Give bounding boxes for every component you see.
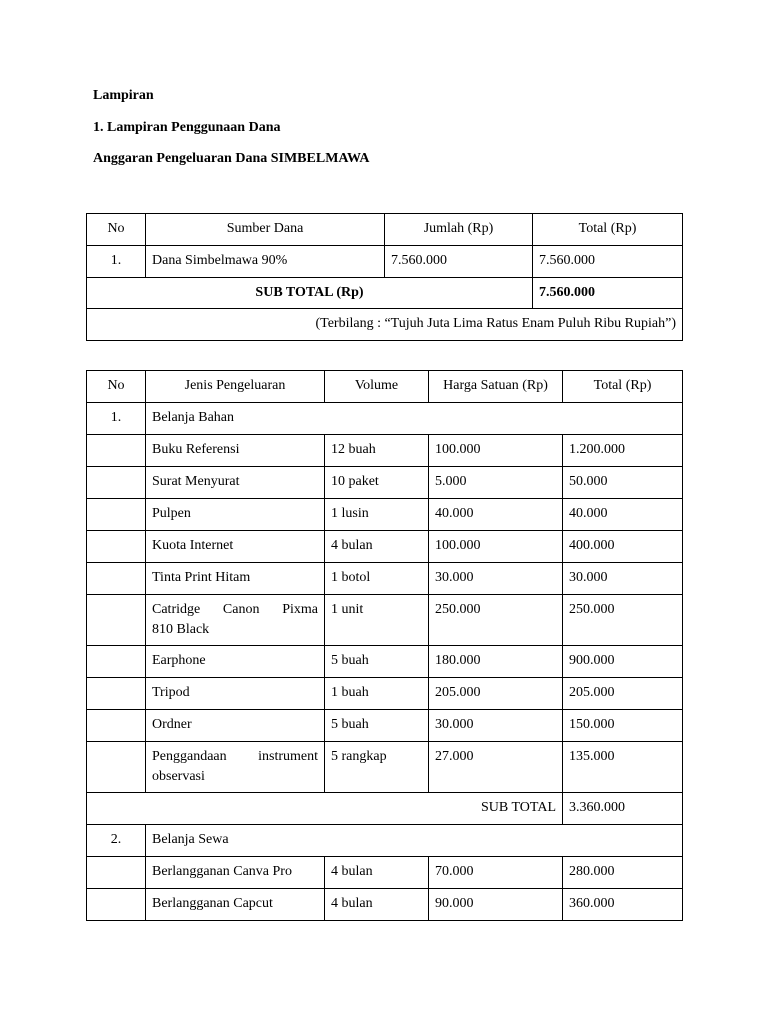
cell-jenis	[146, 710, 325, 742]
cell-jenis	[146, 467, 325, 499]
cell-total: 280.000	[563, 857, 683, 889]
subtotal-row	[87, 793, 683, 825]
item-name-continued: 810 Black	[152, 622, 210, 637]
cell-volume: 5 buah	[325, 646, 429, 678]
header-harga: Harga Satuan (Rp)	[429, 371, 563, 403]
cell-total: 900.000	[563, 646, 683, 678]
table-row	[87, 889, 683, 921]
table-row	[87, 435, 683, 467]
section-heading: 1. Lampiran Penggunaan Dana	[93, 120, 281, 135]
cell-volume: 4 bulan	[325, 531, 429, 563]
item-name: Berlangganan Capcut	[152, 896, 273, 911]
cell-total: 30.000	[563, 563, 683, 595]
header-volume: Volume	[325, 371, 429, 403]
subtotal-value: 3.360.000	[563, 793, 683, 825]
cell-no	[87, 857, 146, 889]
table-row	[87, 710, 683, 742]
item-name: Tripod	[152, 685, 190, 700]
item-name: Berlangganan Canva Pro	[152, 864, 292, 879]
cell-no	[87, 889, 146, 921]
cell-harga: 180.000	[429, 646, 563, 678]
cell-no	[87, 710, 146, 742]
cell-total: 7.560.000	[533, 246, 683, 278]
group-row	[87, 825, 683, 857]
cell-volume: 12 buah	[325, 435, 429, 467]
item-name: Pulpen	[152, 506, 191, 521]
cell-jenis	[146, 499, 325, 531]
item-name: Ordner	[152, 717, 192, 732]
cell-volume: 4 bulan	[325, 889, 429, 921]
header-jumlah: Jumlah (Rp)	[385, 214, 533, 246]
cell-jenis	[146, 678, 325, 710]
table-row	[87, 467, 683, 499]
table-row	[87, 678, 683, 710]
cell-harga: 5.000	[429, 467, 563, 499]
cell-jenis	[146, 889, 325, 921]
cell-total: 360.000	[563, 889, 683, 921]
cell-harga: 90.000	[429, 889, 563, 921]
cell-volume: 1 buah	[325, 678, 429, 710]
cell-no	[87, 499, 146, 531]
pengeluaran-table	[86, 370, 683, 921]
cell-harga: 70.000	[429, 857, 563, 889]
header-no: No	[87, 371, 146, 403]
cell-total: 205.000	[563, 678, 683, 710]
table-row	[87, 646, 683, 678]
header-total: Total (Rp)	[563, 371, 683, 403]
cell-volume: 1 lusin	[325, 499, 429, 531]
cell-total: 40.000	[563, 499, 683, 531]
subtotal-row	[87, 278, 683, 309]
cell-volume: 1 unit	[325, 595, 429, 646]
cell-harga: 40.000	[429, 499, 563, 531]
group-title: Belanja Bahan	[146, 403, 683, 435]
cell-volume: 10 paket	[325, 467, 429, 499]
group-no: 1.	[87, 403, 146, 435]
table-row	[87, 857, 683, 889]
subtotal-label: SUB TOTAL (Rp)	[87, 278, 533, 309]
subtotal-label: SUB TOTAL	[87, 793, 563, 825]
cell-no	[87, 595, 146, 646]
cell-no	[87, 742, 146, 793]
item-name: Surat Menyurat	[152, 474, 240, 489]
terbilang-row	[87, 309, 683, 341]
table-row	[87, 531, 683, 563]
cell-jenis	[146, 435, 325, 467]
cell-harga: 30.000	[429, 710, 563, 742]
cell-volume: 4 bulan	[325, 857, 429, 889]
group-no: 2.	[87, 825, 146, 857]
cell-jenis	[146, 531, 325, 563]
cell-no	[87, 678, 146, 710]
item-name: Catridge Canon Pixma	[152, 602, 318, 617]
item-name: Kuota Internet	[152, 538, 234, 553]
cell-jenis	[146, 595, 325, 646]
cell-no	[87, 435, 146, 467]
cell-jenis	[146, 563, 325, 595]
item-name: Earphone	[152, 653, 206, 668]
cell-no	[87, 467, 146, 499]
table-header-row	[87, 371, 683, 403]
item-name: Penggandaan instrument	[152, 749, 318, 764]
cell-harga: 27.000	[429, 742, 563, 793]
cell-jenis	[146, 646, 325, 678]
cell-jumlah: 7.560.000	[385, 246, 533, 278]
item-name-continued: observasi	[152, 769, 205, 784]
header-jenis: Jenis Pengeluaran	[146, 371, 325, 403]
item-name: Buku Referensi	[152, 442, 240, 457]
table-row	[87, 563, 683, 595]
group-row	[87, 403, 683, 435]
cell-sumber: Dana Simbelmawa 90%	[146, 246, 385, 278]
cell-harga: 205.000	[429, 678, 563, 710]
subtotal-value: 7.560.000	[533, 278, 683, 309]
cell-harga: 250.000	[429, 595, 563, 646]
cell-jenis	[146, 742, 325, 793]
table-row	[87, 246, 683, 278]
header-total: Total (Rp)	[533, 214, 683, 246]
cell-no: 1.	[87, 246, 146, 278]
cell-total: 150.000	[563, 710, 683, 742]
header-sumber-dana: Sumber Dana	[146, 214, 385, 246]
terbilang-text: (Terbilang : “Tujuh Juta Lima Ratus Enam Puluh Ribu Rupiah”)	[87, 309, 683, 341]
group-title: Belanja Sewa	[146, 825, 683, 857]
cell-no	[87, 531, 146, 563]
item-name: Tinta Print Hitam	[152, 570, 251, 585]
cell-volume: 1 botol	[325, 563, 429, 595]
table-row	[87, 742, 683, 793]
cell-jenis	[146, 857, 325, 889]
anggaran-heading: Anggaran Pengeluaran Dana SIMBELMAWA	[93, 151, 370, 166]
cell-total: 1.200.000	[563, 435, 683, 467]
cell-volume: 5 rangkap	[325, 742, 429, 793]
cell-no	[87, 563, 146, 595]
cell-harga: 100.000	[429, 435, 563, 467]
cell-total: 135.000	[563, 742, 683, 793]
sumber-dana-table	[86, 213, 683, 341]
cell-harga: 100.000	[429, 531, 563, 563]
cell-total: 400.000	[563, 531, 683, 563]
table-row	[87, 595, 683, 646]
cell-no	[87, 646, 146, 678]
cell-total: 250.000	[563, 595, 683, 646]
table-row	[87, 499, 683, 531]
table-header-row	[87, 214, 683, 246]
cell-total: 50.000	[563, 467, 683, 499]
cell-harga: 30.000	[429, 563, 563, 595]
lampiran-heading: Lampiran	[93, 88, 154, 103]
header-no: No	[87, 214, 146, 246]
cell-volume: 5 buah	[325, 710, 429, 742]
